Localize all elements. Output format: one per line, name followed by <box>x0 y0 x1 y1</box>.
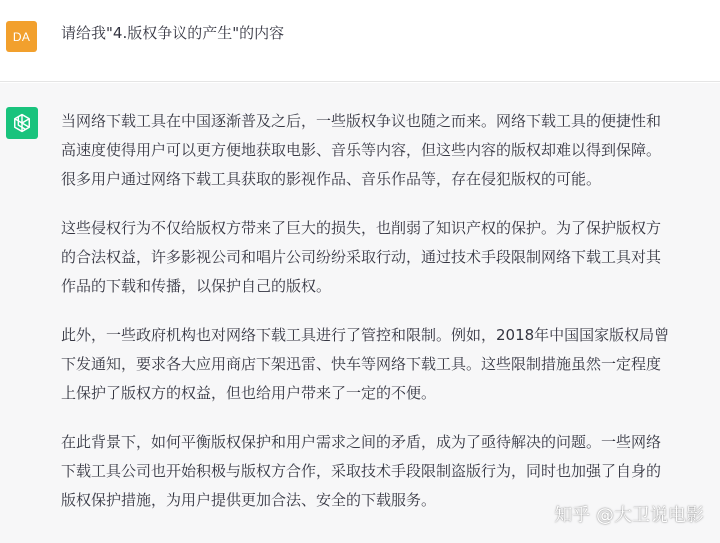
paragraph-line: 此外，一些政府机构也对网络下载工具进行了管控和限制。例如，2018年中国国家版权局曾 <box>61 326 670 344</box>
paragraph-line: 的合法权益，许多影视公司和唱片公司纷纷采取行动，通过技术手段限制网络下载工具对其 <box>61 248 662 266</box>
paragraph-line: 这些侵权行为不仅给版权方带来了巨大的损失，也削弱了知识产权的保护。为了保护版权方 <box>61 219 662 237</box>
paragraph-line: 版权保护措施，为用户提供更加合法、安全的下载服务。 <box>61 491 437 509</box>
paragraph-2 <box>61 214 717 301</box>
openai-logo-icon <box>6 107 38 139</box>
paragraph-line: 作品的下载和传播，以保护自己的版权。 <box>61 277 332 295</box>
paragraph-line: 下发通知，要求各大应用商店下架迅雷、快车等网络下载工具。这些限制措施虽然一定程度 <box>61 355 662 373</box>
paragraph-3 <box>61 321 717 408</box>
paragraph-line: 在此背景下，如何平衡版权保护和用户需求之间的矛盾，成为了亟待解决的问题。一些网络 <box>61 433 662 451</box>
paragraph-line: 上保护了版权方的权益，但也给用户带来了一定的不便。 <box>61 384 437 402</box>
watermark: 知乎 @大卫说电影 <box>554 505 704 526</box>
paragraph-line: 当网络下载工具在中国逐渐普及之后，一些版权争议也随之而来。网络下载工具的便捷性和 <box>61 112 662 130</box>
user-message-row <box>0 0 720 82</box>
paragraph-line: 下载工具公司也开始积极与版权方合作，采取技术手段限制盗版行为，同时也加强了自身的 <box>61 462 662 480</box>
user-avatar: DA <box>6 21 37 52</box>
paragraph-line: 很多用户通过网络下载工具获取的影视作品、音乐作品等，存在侵犯版权的可能。 <box>61 170 602 188</box>
assistant-message-row <box>0 83 720 543</box>
user-message-text: 请给我"4.版权争议的产生"的内容 <box>61 24 285 42</box>
assistant-message-content <box>61 107 717 535</box>
paragraph-line: 高速度使得用户可以更方便地获取电影、音乐等内容，但这些内容的版权却难以得到保障。 <box>61 141 662 159</box>
paragraph-1 <box>61 107 717 194</box>
